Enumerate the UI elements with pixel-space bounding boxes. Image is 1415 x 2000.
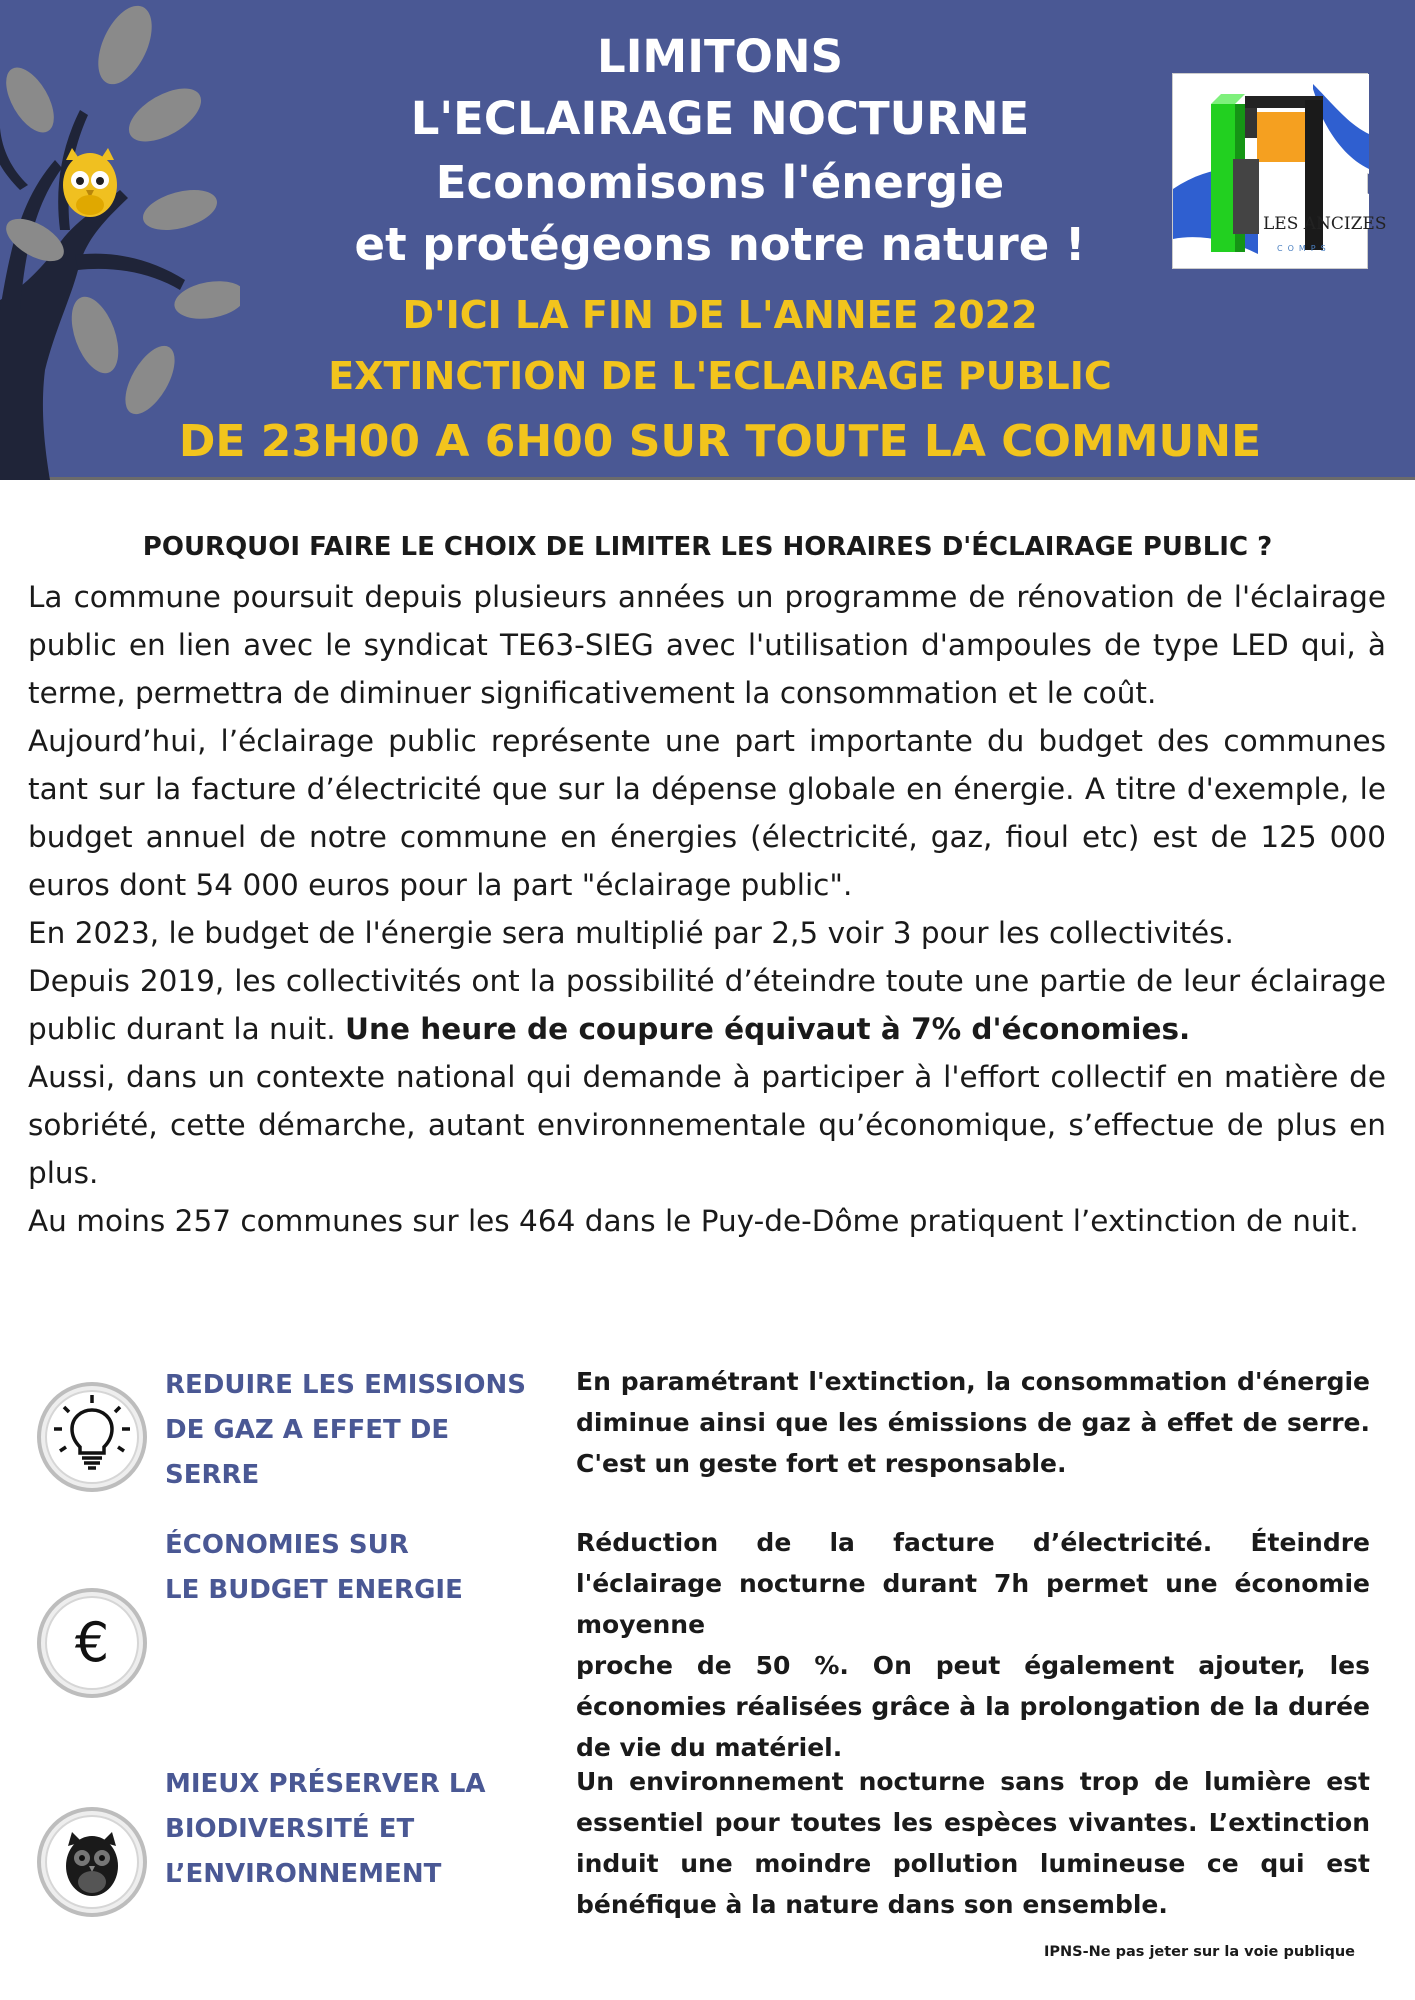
paragraph-2: Aujourd’hui, l’éclairage public représente une part importante du budget des communes tant sur la facture d’électricité que sur la dépense globale en énergie. A titre d'exemple, le budget annuel de notre commune en énergies (électricité, gaz, fioul etc) est de 125 000 euros dont 54 000 euros pour la part "éclairage public". <box>28 724 1386 902</box>
paragraph-3: En 2023, le budget de l'énergie sera multiplié par 2,5 voir 3 pour les collectivités. <box>28 916 1234 950</box>
commune-logo <box>1172 73 1387 269</box>
svg-text:€: € <box>74 1611 110 1674</box>
paragraph-6: Au moins 257 communes sur les 464 dans le Puy-de-Dôme pratiquent l’extinction de nuit. <box>28 1204 1359 1238</box>
feature-desc-text: En paramétrant l'extinction, la consommation d'énergie diminue ainsi que les émissions de gaz à effet de serre. C'est un geste fort et responsable. <box>576 1367 1370 1478</box>
feature-desc-biodiversity <box>576 1761 1370 1925</box>
header-banner <box>0 0 1415 480</box>
feature-desc-emissions <box>576 1361 1370 1484</box>
feature-title-line: BIODIVERSITÉ ET <box>165 1814 415 1844</box>
feature-title-line: ÉCONOMIES SUR <box>165 1530 409 1560</box>
owl-icon <box>36 1806 148 1918</box>
footer-note: IPNS-Ne pas jeter sur la voie publique <box>1043 1944 1355 1960</box>
feature-desc-text: Un environnement nocturne sans trop de lumière est essentiel pour toutes les espèces vivantes. L’extinction induit une moindre pollution lumineuse ce qui est bénéfique à la nature dans son ensemble. <box>576 1767 1370 1919</box>
feature-title-budget <box>165 1523 545 1613</box>
section-heading: POURQUOI FAIRE LE CHOIX DE LIMITER LES HORAIRES D'ÉCLAIRAGE PUBLIC ? <box>142 532 1273 562</box>
highlight-line-1: D'ICI LA FIN DE L'ANNEE 2022 <box>402 293 1038 337</box>
logo-sub: COMPS <box>1277 244 1331 253</box>
feature-title-line: L’ENVIRONNEMENT <box>165 1859 442 1889</box>
paragraph-4 <box>28 957 1386 1053</box>
paragraph-4-highlight: Une heure de coupure équivaut à 7% d'économies. <box>344 1012 1191 1046</box>
tree-icon <box>0 0 240 480</box>
lightbulb-icon <box>36 1381 148 1493</box>
euro-icon <box>36 1587 148 1699</box>
feature-title-line: MIEUX PRÉSERVER LA <box>165 1769 486 1799</box>
title-line-3: Economisons l'énergie <box>435 156 1005 209</box>
title-line-4: et protégeons notre nature ! <box>354 218 1086 271</box>
paragraph-4-text: Depuis 2019, les collectivités ont la possibilité d’éteindre toute une partie de leur éclairage public durant la nuit. <box>28 964 1386 1046</box>
title-line-2: L'ECLAIRAGE NOCTURNE <box>410 92 1030 145</box>
feature-desc-text: Réduction de la facture d’électricité. Éteindre l'éclairage nocturne durant 7h permet une économie moyenne <box>576 1528 1370 1639</box>
feature-title-line: REDUIRE LES EMISSIONS <box>165 1370 526 1400</box>
logo-name: LES ANCIZES <box>1263 214 1387 234</box>
paragraph-1: La commune poursuit depuis plusieurs années un programme de rénovation de l'éclairage public en lien avec le syndicat TE63-SIEG avec l'utilisation d'ampoules de type LED qui, à terme, permettra de diminuer significativement la consommation et le coût. <box>28 580 1386 710</box>
logo-graphic <box>1173 74 1369 270</box>
feature-title-emissions <box>165 1363 545 1498</box>
highlight-line-2: EXTINCTION DE L'ECLAIRAGE PUBLIC <box>328 354 1112 398</box>
feature-title-biodiversity <box>165 1762 545 1897</box>
feature-desc-text: proche de 50 %. On peut également ajouter, les économies réalisées grâce à la prolongation de la durée de vie du matériel. <box>576 1651 1370 1762</box>
body-text <box>28 573 1386 1245</box>
feature-title-line: LE BUDGET ENERGIE <box>165 1575 463 1605</box>
paragraph-5: Aussi, dans un contexte national qui demande à participer à l'effort collectif en matière de sobriété, cette démarche, autant environnementale qu’économique, s’effectue de plus en plus. <box>28 1060 1386 1190</box>
feature-title-line: DE GAZ A EFFET DE SERRE <box>165 1415 450 1490</box>
highlight-line-3: DE 23H00 A 6H00 SUR TOUTE LA COMMUNE <box>178 416 1262 467</box>
owl-icon <box>63 148 117 217</box>
feature-desc-budget <box>576 1522 1370 1768</box>
title-line-1: LIMITONS <box>597 30 843 83</box>
